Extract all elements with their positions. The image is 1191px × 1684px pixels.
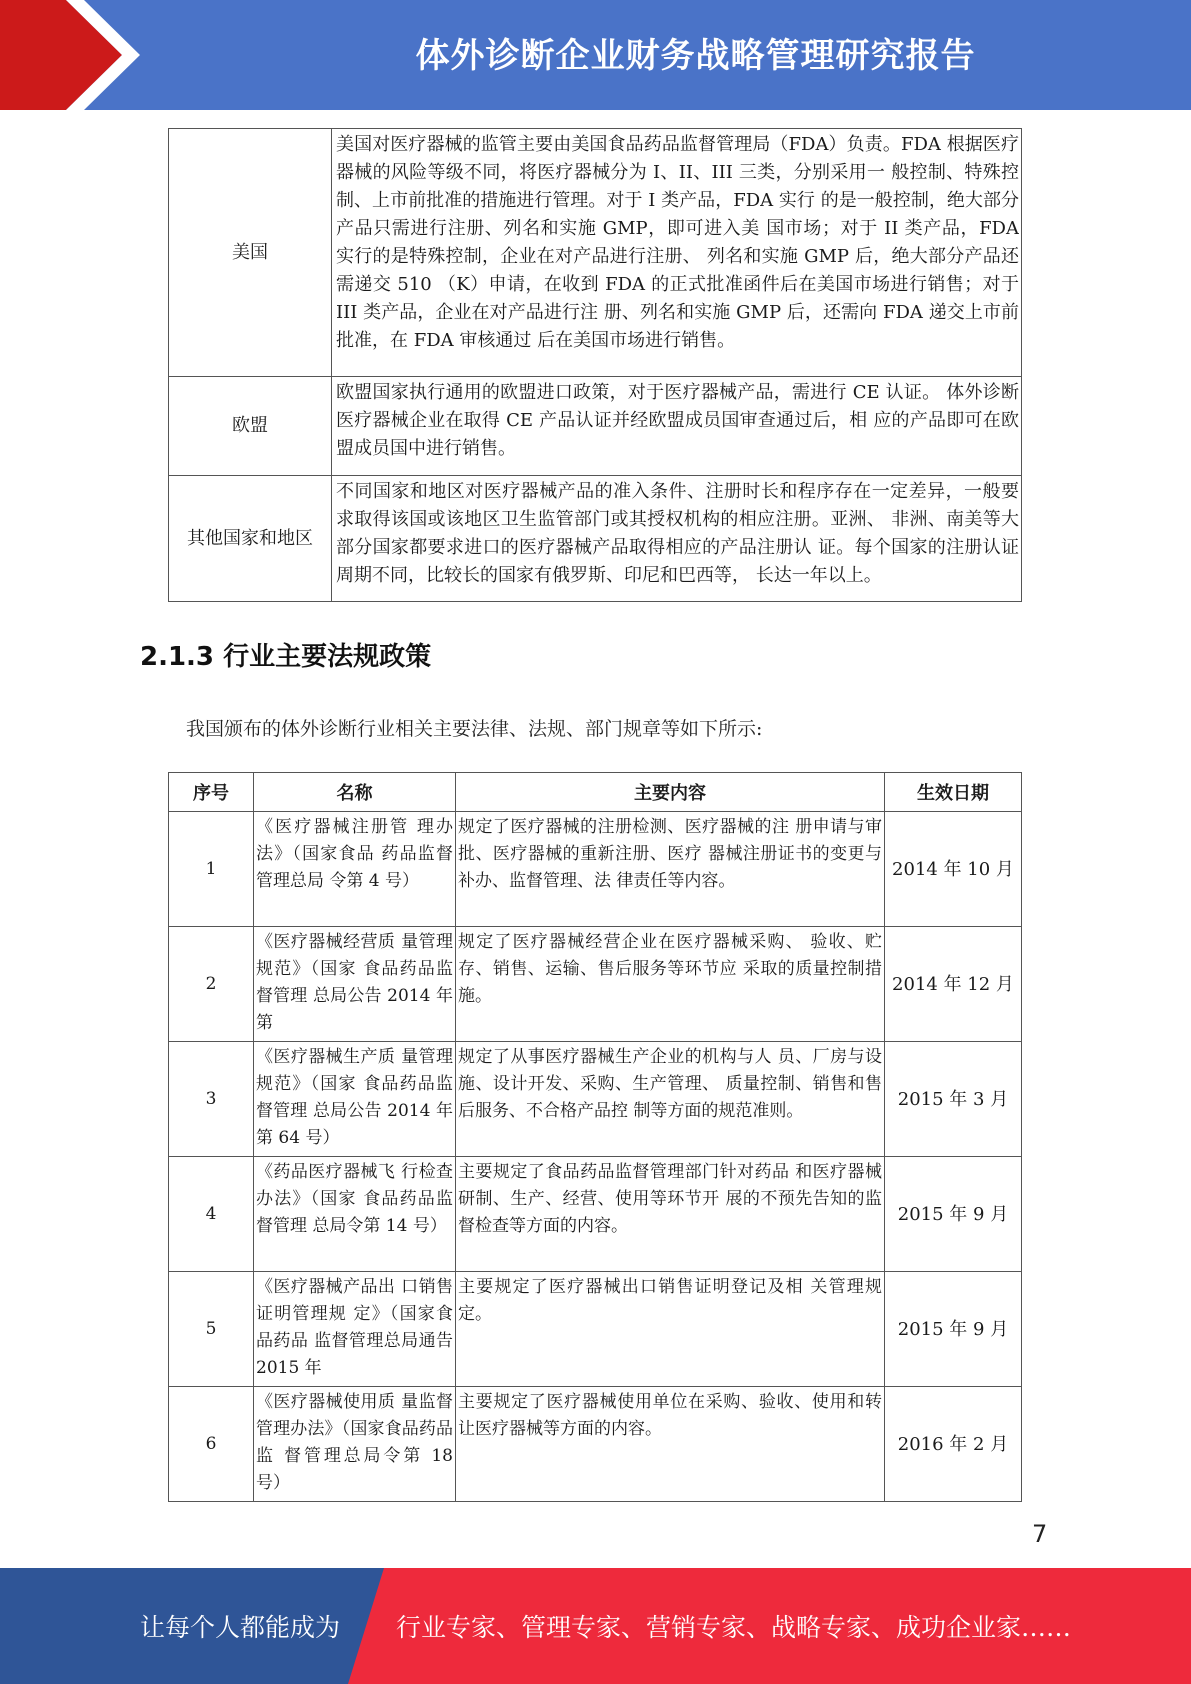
effective-date: 2015 年 9 月 bbox=[885, 1157, 1022, 1272]
header-no: 序号 bbox=[169, 773, 254, 812]
region-regulation-table bbox=[168, 128, 1022, 602]
law-name-cell bbox=[254, 1042, 456, 1157]
region-cell: 美国 bbox=[169, 129, 332, 377]
law-content-cell bbox=[456, 1387, 885, 1502]
header-name: 名称 bbox=[254, 773, 456, 812]
table-row bbox=[169, 927, 1022, 1042]
law-name: 《医疗器械生产质 量管理规范》（国家 食品药品监督管理 总局公告 2014 年第 64 号） bbox=[256, 1047, 453, 1148]
law-content: 主要规定了医疗器械出口销售证明登记及相 关管理规定。 bbox=[458, 1277, 882, 1324]
law-content-cell bbox=[456, 812, 885, 927]
intro-paragraph: 我国颁布的体外诊断行业相关主要法律、法规、部门规章等如下所示: bbox=[186, 718, 763, 740]
table-row bbox=[169, 377, 1022, 476]
header-content: 主要内容 bbox=[456, 773, 885, 812]
table-row bbox=[169, 476, 1022, 602]
law-content-cell bbox=[456, 1157, 885, 1272]
page-number: 7 bbox=[1032, 1520, 1048, 1548]
table-row bbox=[169, 1042, 1022, 1157]
table-row bbox=[169, 1387, 1022, 1502]
table-row bbox=[169, 1272, 1022, 1387]
row-number: 5 bbox=[169, 1272, 254, 1387]
header-date: 生效日期 bbox=[885, 773, 1022, 812]
report-title: 体外诊断企业财务战略管理研究报告 bbox=[415, 36, 976, 76]
description-cell bbox=[332, 377, 1022, 476]
effective-date: 2015 年 3 月 bbox=[885, 1042, 1022, 1157]
description-text: 美国对医疗器械的监管主要由美国食品药品监督管理局（FDA）负责。FDA 根据医疗器械的风险等级不同，将医疗器械分为 I、II、III 三类，分别采用一 般控制、特殊控制、上市前批准的措施进行管理。对于 I 类产品，FDA 实行 的是一般控制，绝大部分产品只需进行注册、列名和实施 GMP，即可进入美 国市场；对于 II 类产品，FDA 实行的是特殊控制，企业在对产品进行注册、 列名和实施 GMP 后，绝大部分产品还需递交 510 （K）申请，在收到 FDA 的正式批准函件后在美国市场进行销售；对于 III 类产品，企业在对产品进行注 册、列名和实施 GMP 后，还需向 FDA 递交上市前批准，在 FDA 审核通过 后在美国市场进行销售。 bbox=[336, 134, 1019, 351]
region-cell: 其他国家和地区 bbox=[169, 476, 332, 602]
row-number: 4 bbox=[169, 1157, 254, 1272]
law-content: 主要规定了医疗器械使用单位在采购、验收、使用和转让医疗器械等方面的内容。 bbox=[458, 1392, 882, 1439]
table-row bbox=[169, 812, 1022, 927]
table-header-row bbox=[169, 773, 1022, 812]
description-text: 欧盟国家执行通用的欧盟进口政策，对于医疗器械产品，需进行 CE 认证。 体外诊断医疗器械企业在取得 CE 产品认证并经欧盟成员国审查通过后，相 应的产品即可在欧盟成员国中进行销售。 bbox=[336, 382, 1019, 459]
law-name-cell bbox=[254, 1272, 456, 1387]
row-number: 2 bbox=[169, 927, 254, 1042]
effective-date: 2014 年 10 月 bbox=[885, 812, 1022, 927]
law-content-cell bbox=[456, 1042, 885, 1157]
law-name-cell bbox=[254, 927, 456, 1042]
table-row bbox=[169, 129, 1022, 377]
law-table bbox=[168, 772, 1022, 1502]
footer-slogan-left: 让每个人都能成为 bbox=[140, 1613, 341, 1642]
row-number: 3 bbox=[169, 1042, 254, 1157]
page-header bbox=[0, 0, 1191, 110]
law-content: 规定了从事医疗器械生产企业的机构与人 员、厂房与设施、设计开发、采购、生产管理、 质量控制、销售和售后服务、不合格产品控 制等方面的规范准则。 bbox=[458, 1047, 882, 1121]
description-cell bbox=[332, 476, 1022, 602]
page-footer bbox=[0, 1568, 1191, 1684]
law-name-cell bbox=[254, 1157, 456, 1272]
region-cell: 欧盟 bbox=[169, 377, 332, 476]
header-arrow-icon bbox=[0, 0, 160, 110]
row-number: 6 bbox=[169, 1387, 254, 1502]
law-name: 《医疗器械使用质 量监督管理办法》（国家食品药品监 督管理总局令第 18 号） bbox=[256, 1392, 453, 1493]
section-heading: 2.1.3 行业主要法规政策 bbox=[140, 642, 432, 672]
law-name-cell bbox=[254, 1387, 456, 1502]
law-name: 《医疗器械注册管 理办法》（国家食品 药品监督管理总局 令第 4 号） bbox=[256, 817, 453, 891]
effective-date: 2016 年 2 月 bbox=[885, 1387, 1022, 1502]
law-name-cell bbox=[254, 812, 456, 927]
law-name: 《医疗器械产品出 口销售证明管理规 定》（国家食品药品 监督管理总局通告 2015 年 bbox=[256, 1277, 453, 1378]
row-number: 1 bbox=[169, 812, 254, 927]
law-content: 规定了医疗器械经营企业在医疗器械采购、 验收、贮存、销售、运输、售后服务等环节应 采取的质量控制措施。 bbox=[458, 932, 882, 1006]
effective-date: 2015 年 9 月 bbox=[885, 1272, 1022, 1387]
law-name: 《医疗器械经营质 量管理规范》（国家 食品药品监督管理 总局公告 2014 年第 bbox=[256, 932, 453, 1033]
law-name: 《药品医疗器械飞 行检查办法》（国家 食品药品监督管理 总局令第 14 号） bbox=[256, 1162, 453, 1236]
effective-date: 2014 年 12 月 bbox=[885, 927, 1022, 1042]
footer-slogan-right: 行业专家、管理专家、营销专家、战略专家、成功企业家…… bbox=[396, 1613, 1072, 1642]
description-cell bbox=[332, 129, 1022, 377]
description-text: 不同国家和地区对医疗器械产品的准入条件、注册时长和程序存在一定差异，一般要求取得该国或该地区卫生监管部门或其授权机构的相应注册。亚洲、 非洲、南美等大部分国家都要求进口的医疗器械产品取得相应的产品注册认 证。每个国家的注册认证周期不同，比较长的国家有俄罗斯、印尼和巴西等， 长达一年以上。 bbox=[336, 481, 1019, 586]
table-row bbox=[169, 1157, 1022, 1272]
law-content-cell bbox=[456, 927, 885, 1042]
law-content-cell bbox=[456, 1272, 885, 1387]
law-content: 规定了医疗器械的注册检测、医疗器械的注 册申请与审批、医疗器械的重新注册、医疗 器械注册证书的变更与补办、监督管理、法 律责任等内容。 bbox=[458, 817, 882, 891]
law-content: 主要规定了食品药品监督管理部门针对药品 和医疗器械研制、生产、经营、使用等环节开 展的不预先告知的监督检查等方面的内容。 bbox=[458, 1162, 882, 1236]
